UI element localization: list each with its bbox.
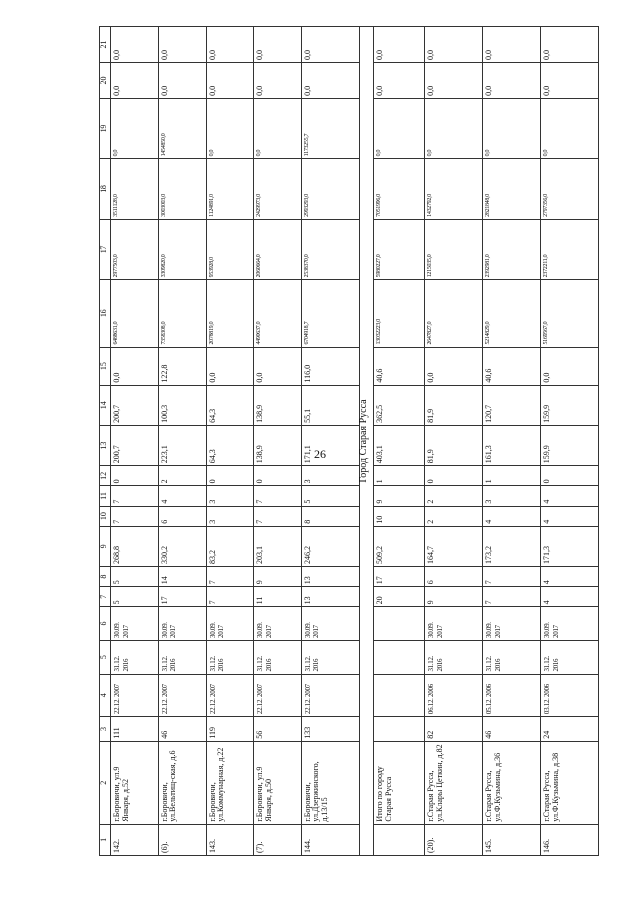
table-cell: 138,9 [254, 425, 302, 465]
table-cell: 64,3 [206, 385, 254, 425]
table-cell: г.Старая Русса, ул.Клары Цеткин, д.82 [425, 741, 483, 824]
table-cell: 31.12. 2016 [111, 640, 159, 674]
table-cell: 0,0 [425, 347, 483, 385]
table-cell: 144. [301, 824, 359, 855]
table-cell: 0 [254, 466, 302, 486]
table-cell: 5214829,0 [483, 280, 541, 347]
table-cell: 159,9 [541, 385, 599, 425]
table-cell: 0,0 [541, 63, 599, 99]
table-cell: 2 [425, 506, 483, 526]
table-cell: 22.12. 2007 [111, 674, 159, 717]
table-cell: 31.12. 2016 [541, 640, 599, 674]
table-cell: 0,0 [483, 63, 541, 99]
table-cell: 40,6 [483, 347, 541, 385]
table-cell: 22.12. 2007 [158, 674, 206, 717]
table-cell: 4 [541, 486, 599, 506]
table-cell: 31.12. 2016 [158, 640, 206, 674]
table-cell: 5 [301, 486, 359, 506]
table-cell: 1173255,7 [301, 98, 359, 158]
table-cell: 4 [541, 567, 599, 587]
table-cell: 30.09. 2017 [158, 607, 206, 641]
table-cell: 7 [206, 587, 254, 607]
table-cell: 0,0 [111, 347, 159, 385]
table-cell: (6). [158, 824, 206, 855]
table-cell: 2392981,0 [483, 219, 541, 279]
table-row [541, 27, 599, 856]
table-row [206, 27, 254, 856]
table-cell: 0,0 [254, 27, 302, 63]
table-cell: 2977503,0 [111, 219, 159, 279]
table-cell: 8 [100, 567, 111, 587]
table-cell: 0,0 [206, 27, 254, 63]
table-cell: г.Боровичи, ул.9 Января, д.50 [254, 741, 302, 824]
table-cell: 7 [206, 567, 254, 587]
table-cell: 2797356,0 [541, 159, 599, 219]
table-cell: 1124891,0 [206, 159, 254, 219]
table-cell: 82 [425, 717, 483, 742]
table-cell: 06.12. 2006 [425, 674, 483, 717]
table-cell: 10 [100, 506, 111, 526]
table-cell: 2821848,0 [483, 159, 541, 219]
table-cell: 19 [100, 98, 111, 158]
table-cell: 30.09. 2017 [254, 607, 302, 641]
table-cell: 30.09. 2017 [425, 607, 483, 641]
table-cell: 0,0 [254, 63, 302, 99]
table-cell: 116,0 [301, 347, 359, 385]
table-cell: 0,0 [425, 63, 483, 99]
table-cell: 143. [206, 824, 254, 855]
table-cell: 0,0 [483, 27, 541, 63]
table-cell: 7 [483, 567, 541, 587]
table-cell: 0,0 [158, 63, 206, 99]
table-cell: 81,9 [425, 385, 483, 425]
table-cell: 5 [111, 567, 159, 587]
table-cell: г.Боровичи, ул.Вельтищ-ская, д.6 [158, 741, 206, 824]
table-cell: 0,0 [206, 347, 254, 385]
table-cell: 403,1 [374, 425, 425, 465]
table-cell: (7). [254, 824, 302, 855]
table-cell: 4 [541, 587, 599, 607]
section-row [359, 27, 374, 856]
table-cell: 268,8 [111, 526, 159, 566]
table-cell: 0,0 [425, 98, 483, 158]
table-cell: 40,6 [374, 347, 425, 385]
table-cell: 6488631,0 [111, 280, 159, 347]
table-cell: 9 [425, 587, 483, 607]
table-cell: 173,2 [483, 526, 541, 566]
table-cell: 0,0 [541, 98, 599, 158]
table-cell: 0,0 [541, 27, 599, 63]
table-cell: 31.12. 2016 [483, 640, 541, 674]
table-cell: 11 [254, 587, 302, 607]
table-cell: 138,9 [254, 385, 302, 425]
table-cell: 120,7 [483, 385, 541, 425]
table-cell: 122,8 [158, 347, 206, 385]
table-cell: 4490637,0 [254, 280, 302, 347]
table-cell: г.Старая Русса, ул.Ф.Кузьмина, д.36 [483, 741, 541, 824]
table-cell: 20 [100, 63, 111, 99]
table-cell: 3511128,0 [111, 159, 159, 219]
table-cell: 22.12. 2007 [254, 674, 302, 717]
table-cell: 0,0 [111, 63, 159, 99]
table-cell: 17 [100, 219, 111, 279]
table-cell: 05.12. 2006 [483, 674, 541, 717]
table-cell: 9 [254, 567, 302, 587]
table-cell: Итого по городу Старая Русса [374, 741, 425, 824]
table-cell: 5980227,0 [374, 219, 425, 279]
table-cell: 6 [100, 607, 111, 641]
table-cell: 1432792,0 [425, 159, 483, 219]
table-cell: 203,1 [254, 526, 302, 566]
table-cell: 30.09. 2017 [111, 607, 159, 641]
table-cell: 0,0 [483, 98, 541, 158]
table-cell: 11 [100, 486, 111, 506]
table-cell: 3 [100, 717, 111, 742]
table-cell: 56 [254, 717, 302, 742]
table-cell: 0,0 [301, 63, 359, 99]
table-cell: 20 [374, 587, 425, 607]
table-cell: г.Боровичи, ул.Коммунарная, д.22 [206, 741, 254, 824]
table-cell: 7 [111, 486, 159, 506]
table-cell: 12 [100, 466, 111, 486]
table-cell: 8 [301, 506, 359, 526]
table-cell: 1 [483, 466, 541, 486]
table-cell: 6 [158, 506, 206, 526]
table-row [301, 27, 359, 856]
table-cell: 100,3 [158, 385, 206, 425]
table-cell: 13 [301, 567, 359, 587]
table-cell: 0 [541, 466, 599, 486]
total-row [374, 27, 425, 856]
table-cell: 0,0 [301, 27, 359, 63]
table-cell: 2078819,0 [206, 280, 254, 347]
table-cell [374, 674, 425, 717]
table-cell: 0,0 [425, 27, 483, 63]
table-cell: г.Старая Русса, ул.Ф.Кузьмина, д.38 [541, 741, 599, 824]
table-cell: 7 [254, 486, 302, 506]
table-cell: 4 [541, 506, 599, 526]
table-cell: 0,0 [206, 63, 254, 99]
table-cell: 133 [301, 717, 359, 742]
table-cell: 2429973,0 [254, 159, 302, 219]
table-cell: 3 [301, 466, 359, 486]
table-cell: 83,2 [206, 526, 254, 566]
table-cell: 7 [254, 506, 302, 526]
table-cell: 3 [206, 486, 254, 506]
table-cell [374, 824, 425, 855]
table-cell: 3 [206, 506, 254, 526]
table-cell: (20). [425, 824, 483, 855]
table-cell: 46 [483, 717, 541, 742]
table-cell: 171,3 [541, 526, 599, 566]
table-cell: 7 [483, 587, 541, 607]
table-cell: 10 [374, 506, 425, 526]
table-cell: 15 [100, 347, 111, 385]
table-row [425, 27, 483, 856]
table-cell: 2993293,0 [301, 159, 359, 219]
table-cell: 13 [301, 587, 359, 607]
table-cell: 0,0 [541, 347, 599, 385]
table-cell: 55,1 [301, 385, 359, 425]
table-cell: 1 [374, 466, 425, 486]
table-cell: г.Боровичи, ул.Дзержинского, д.13/15 [301, 741, 359, 824]
table-cell: 13 [100, 425, 111, 465]
table-cell: 200,7 [111, 385, 159, 425]
table-cell: 31.12. 2016 [425, 640, 483, 674]
table-cell: 81,9 [425, 425, 483, 465]
table-cell: 46 [158, 717, 206, 742]
table-cell: 17 [158, 587, 206, 607]
table-cell: 30.09. 2017 [483, 607, 541, 641]
table-cell: 21 [100, 27, 111, 63]
table-cell: г.Боровичи, ул.9 Января, д.52 [111, 741, 159, 824]
table-cell: 246,2 [301, 526, 359, 566]
table-cell: 145. [483, 824, 541, 855]
table-cell: 2 [158, 466, 206, 486]
table-cell: 0 [206, 466, 254, 486]
table-cell [374, 607, 425, 641]
table-cell: 3003003,0 [158, 159, 206, 219]
table-cell: 3309820,0 [158, 219, 206, 279]
table-cell: 2538370,0 [301, 219, 359, 279]
table-cell: 0,0 [206, 98, 254, 158]
table-cell: 16 [100, 280, 111, 347]
table-cell: 0,0 [374, 98, 425, 158]
table-cell: 7 [100, 587, 111, 607]
table-cell: 1215035,0 [425, 219, 483, 279]
table-cell: 14 [158, 567, 206, 587]
table-cell: 0,0 [158, 27, 206, 63]
table-cell: 24 [541, 717, 599, 742]
table-row [158, 27, 206, 856]
table-cell: 22.12. 2007 [206, 674, 254, 717]
table-cell: 146. [541, 824, 599, 855]
table-cell: 14 [100, 385, 111, 425]
table-cell: 2372211,0 [541, 219, 599, 279]
table-cell: 17 [374, 567, 425, 587]
table-cell: 1 [100, 824, 111, 855]
table-cell: 18 [100, 159, 111, 219]
table-cell: 0 [111, 466, 159, 486]
housing-table [99, 26, 599, 856]
table-cell: 223,1 [158, 425, 206, 465]
table-cell: 0,0 [111, 98, 159, 158]
table-cell: 30.09. 2017 [301, 607, 359, 641]
table-cell: 111 [111, 717, 159, 742]
table-row [111, 27, 159, 856]
table-cell: 9 [374, 486, 425, 506]
rotated-table-wrapper [99, 26, 599, 856]
table-cell: 0,0 [374, 63, 425, 99]
column-number-row [100, 27, 111, 856]
table-cell: 953928,0 [206, 219, 254, 279]
table-cell: 6 [425, 567, 483, 587]
table-cell: 142. [111, 824, 159, 855]
table-cell: 9 [100, 526, 111, 566]
table-cell: 22.12. 2007 [301, 674, 359, 717]
table-cell: 0,0 [254, 347, 302, 385]
table-cell: 0 [425, 466, 483, 486]
section-title: Город Старая Русса [359, 27, 374, 856]
table-cell: 7 [111, 506, 159, 526]
table-cell: 64,3 [206, 425, 254, 465]
page-number: 26 [314, 447, 326, 461]
table-cell: 2 [425, 486, 483, 506]
table-cell: 7051996,0 [374, 159, 425, 219]
table-cell [374, 640, 425, 674]
table-cell: 2647827,0 [425, 280, 483, 347]
table-cell: 200,7 [111, 425, 159, 465]
table-cell: 330,2 [158, 526, 206, 566]
table-cell: 0,0 [374, 27, 425, 63]
table-cell: 2060664,0 [254, 219, 302, 279]
table-cell: 4 [100, 674, 111, 717]
table-cell: 159,9 [541, 425, 599, 465]
table-cell: 13032223,0 [374, 280, 425, 347]
table-cell [374, 717, 425, 742]
table-cell: 31.12. 2016 [206, 640, 254, 674]
table-cell: 164,7 [425, 526, 483, 566]
table-cell: 362,5 [374, 385, 425, 425]
table-cell: 2 [100, 741, 111, 824]
table-cell: 3 [483, 486, 541, 506]
table-cell: 1454850,0 [158, 98, 206, 158]
table-row [254, 27, 302, 856]
table-body [100, 27, 599, 856]
table-cell: 7358308,0 [158, 280, 206, 347]
table-cell: 161,3 [483, 425, 541, 465]
table-cell: 4 [158, 486, 206, 506]
table-cell: 30.09. 2017 [541, 607, 599, 641]
table-cell: 31.12. 2016 [254, 640, 302, 674]
table-cell: 03.12. 2006 [541, 674, 599, 717]
table-cell: 0,0 [111, 27, 159, 63]
table-cell: 5 [111, 587, 159, 607]
table-row [483, 27, 541, 856]
table-cell: 509,2 [374, 526, 425, 566]
table-cell: 5 [100, 640, 111, 674]
table-cell: 4 [483, 506, 541, 526]
table-cell: 171,1 [301, 425, 359, 465]
table-cell: 119 [206, 717, 254, 742]
table-cell: 5169567,0 [541, 280, 599, 347]
table-cell: 31.12. 2016 [301, 640, 359, 674]
table-cell: 0,0 [254, 98, 302, 158]
table-cell: 30.09. 2017 [206, 607, 254, 641]
table-cell: 6704918,7 [301, 280, 359, 347]
